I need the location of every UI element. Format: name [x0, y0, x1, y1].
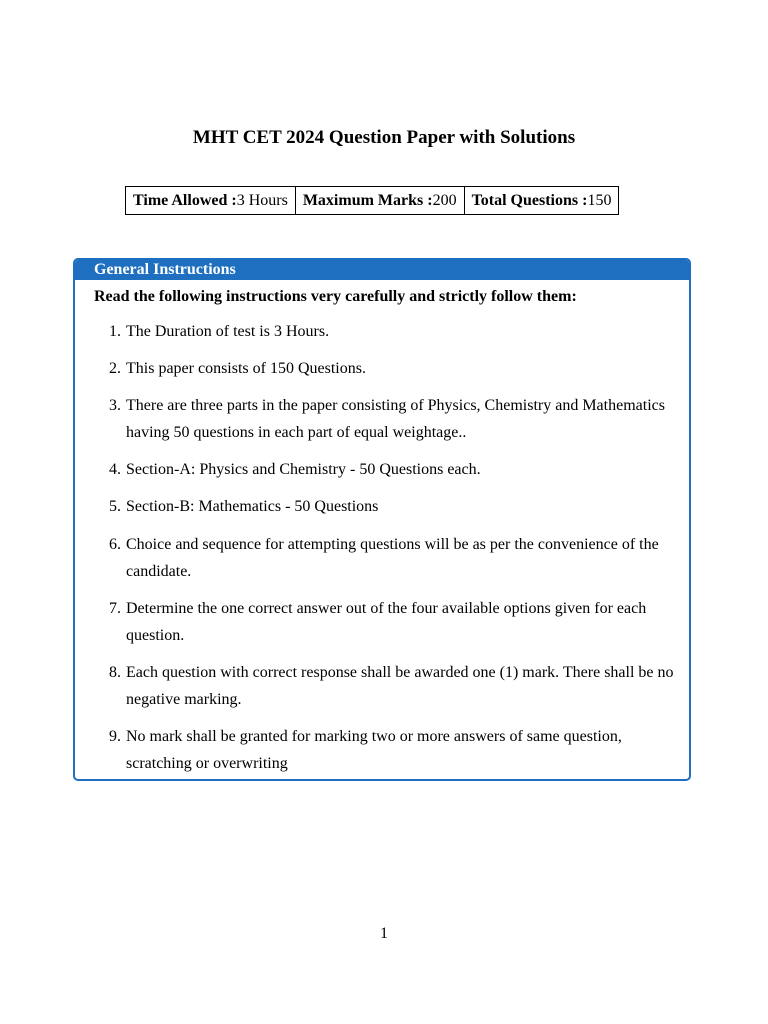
instruction-text: Section-B: Mathematics - 50 Questions: [126, 498, 379, 515]
instruction-text: Choice and sequence for attempting questions will be as per the convenience of the candidate.: [126, 536, 659, 580]
instruction-number: 8.: [109, 664, 121, 681]
exam-info-row: [126, 187, 619, 215]
total-questions-value: 150: [587, 192, 612, 209]
total-questions-label: Total Questions :: [471, 192, 588, 209]
page-title: MHT CET 2024 Question Paper with Solutions: [192, 127, 576, 148]
exam-info-table: [125, 186, 619, 215]
instruction-number: 3.: [109, 397, 121, 414]
page-number: 1: [380, 925, 388, 942]
instruction-number: 6.: [109, 536, 121, 553]
instruction-number: 1.: [109, 323, 121, 340]
time-allowed-value: 3 Hours: [236, 192, 288, 209]
instruction-text: No mark shall be granted for marking two or more answers of same question, scratching or overwriting: [126, 728, 622, 772]
maximum-marks-value: 200: [432, 192, 457, 209]
total-questions-cell: [464, 187, 619, 215]
time-allowed-label: Time Allowed :: [133, 192, 237, 209]
maximum-marks-label: Maximum Marks :: [302, 192, 433, 209]
time-allowed-cell: [126, 187, 296, 215]
instruction-text: Section-A: Physics and Chemistry - 50 Questions each.: [126, 461, 481, 478]
instruction-number: 4.: [109, 461, 121, 478]
instruction-number: 2.: [109, 360, 121, 377]
instruction-text: Each question with correct response shall be awarded one (1) mark. There shall be no negative marking.: [126, 664, 674, 708]
instructions-intro: Read the following instructions very carefully and strictly follow them:: [94, 288, 577, 305]
instruction-text: This paper consists of 150 Questions.: [126, 360, 366, 377]
instruction-number: 9.: [109, 728, 121, 745]
instructions-header: General Instructions: [75, 260, 689, 280]
instruction-text: There are three parts in the paper consisting of Physics, Chemistry and Mathematics having 50 questions in each part of equal weightage..: [126, 397, 665, 441]
maximum-marks-cell: [295, 187, 464, 215]
instruction-text: The Duration of test is 3 Hours.: [126, 323, 330, 340]
instruction-text: Determine the one correct answer out of the four available options given for each question.: [126, 600, 647, 644]
general-instructions-box: [73, 258, 691, 781]
instruction-number: 5.: [109, 498, 121, 515]
instruction-number: 7.: [109, 600, 121, 617]
